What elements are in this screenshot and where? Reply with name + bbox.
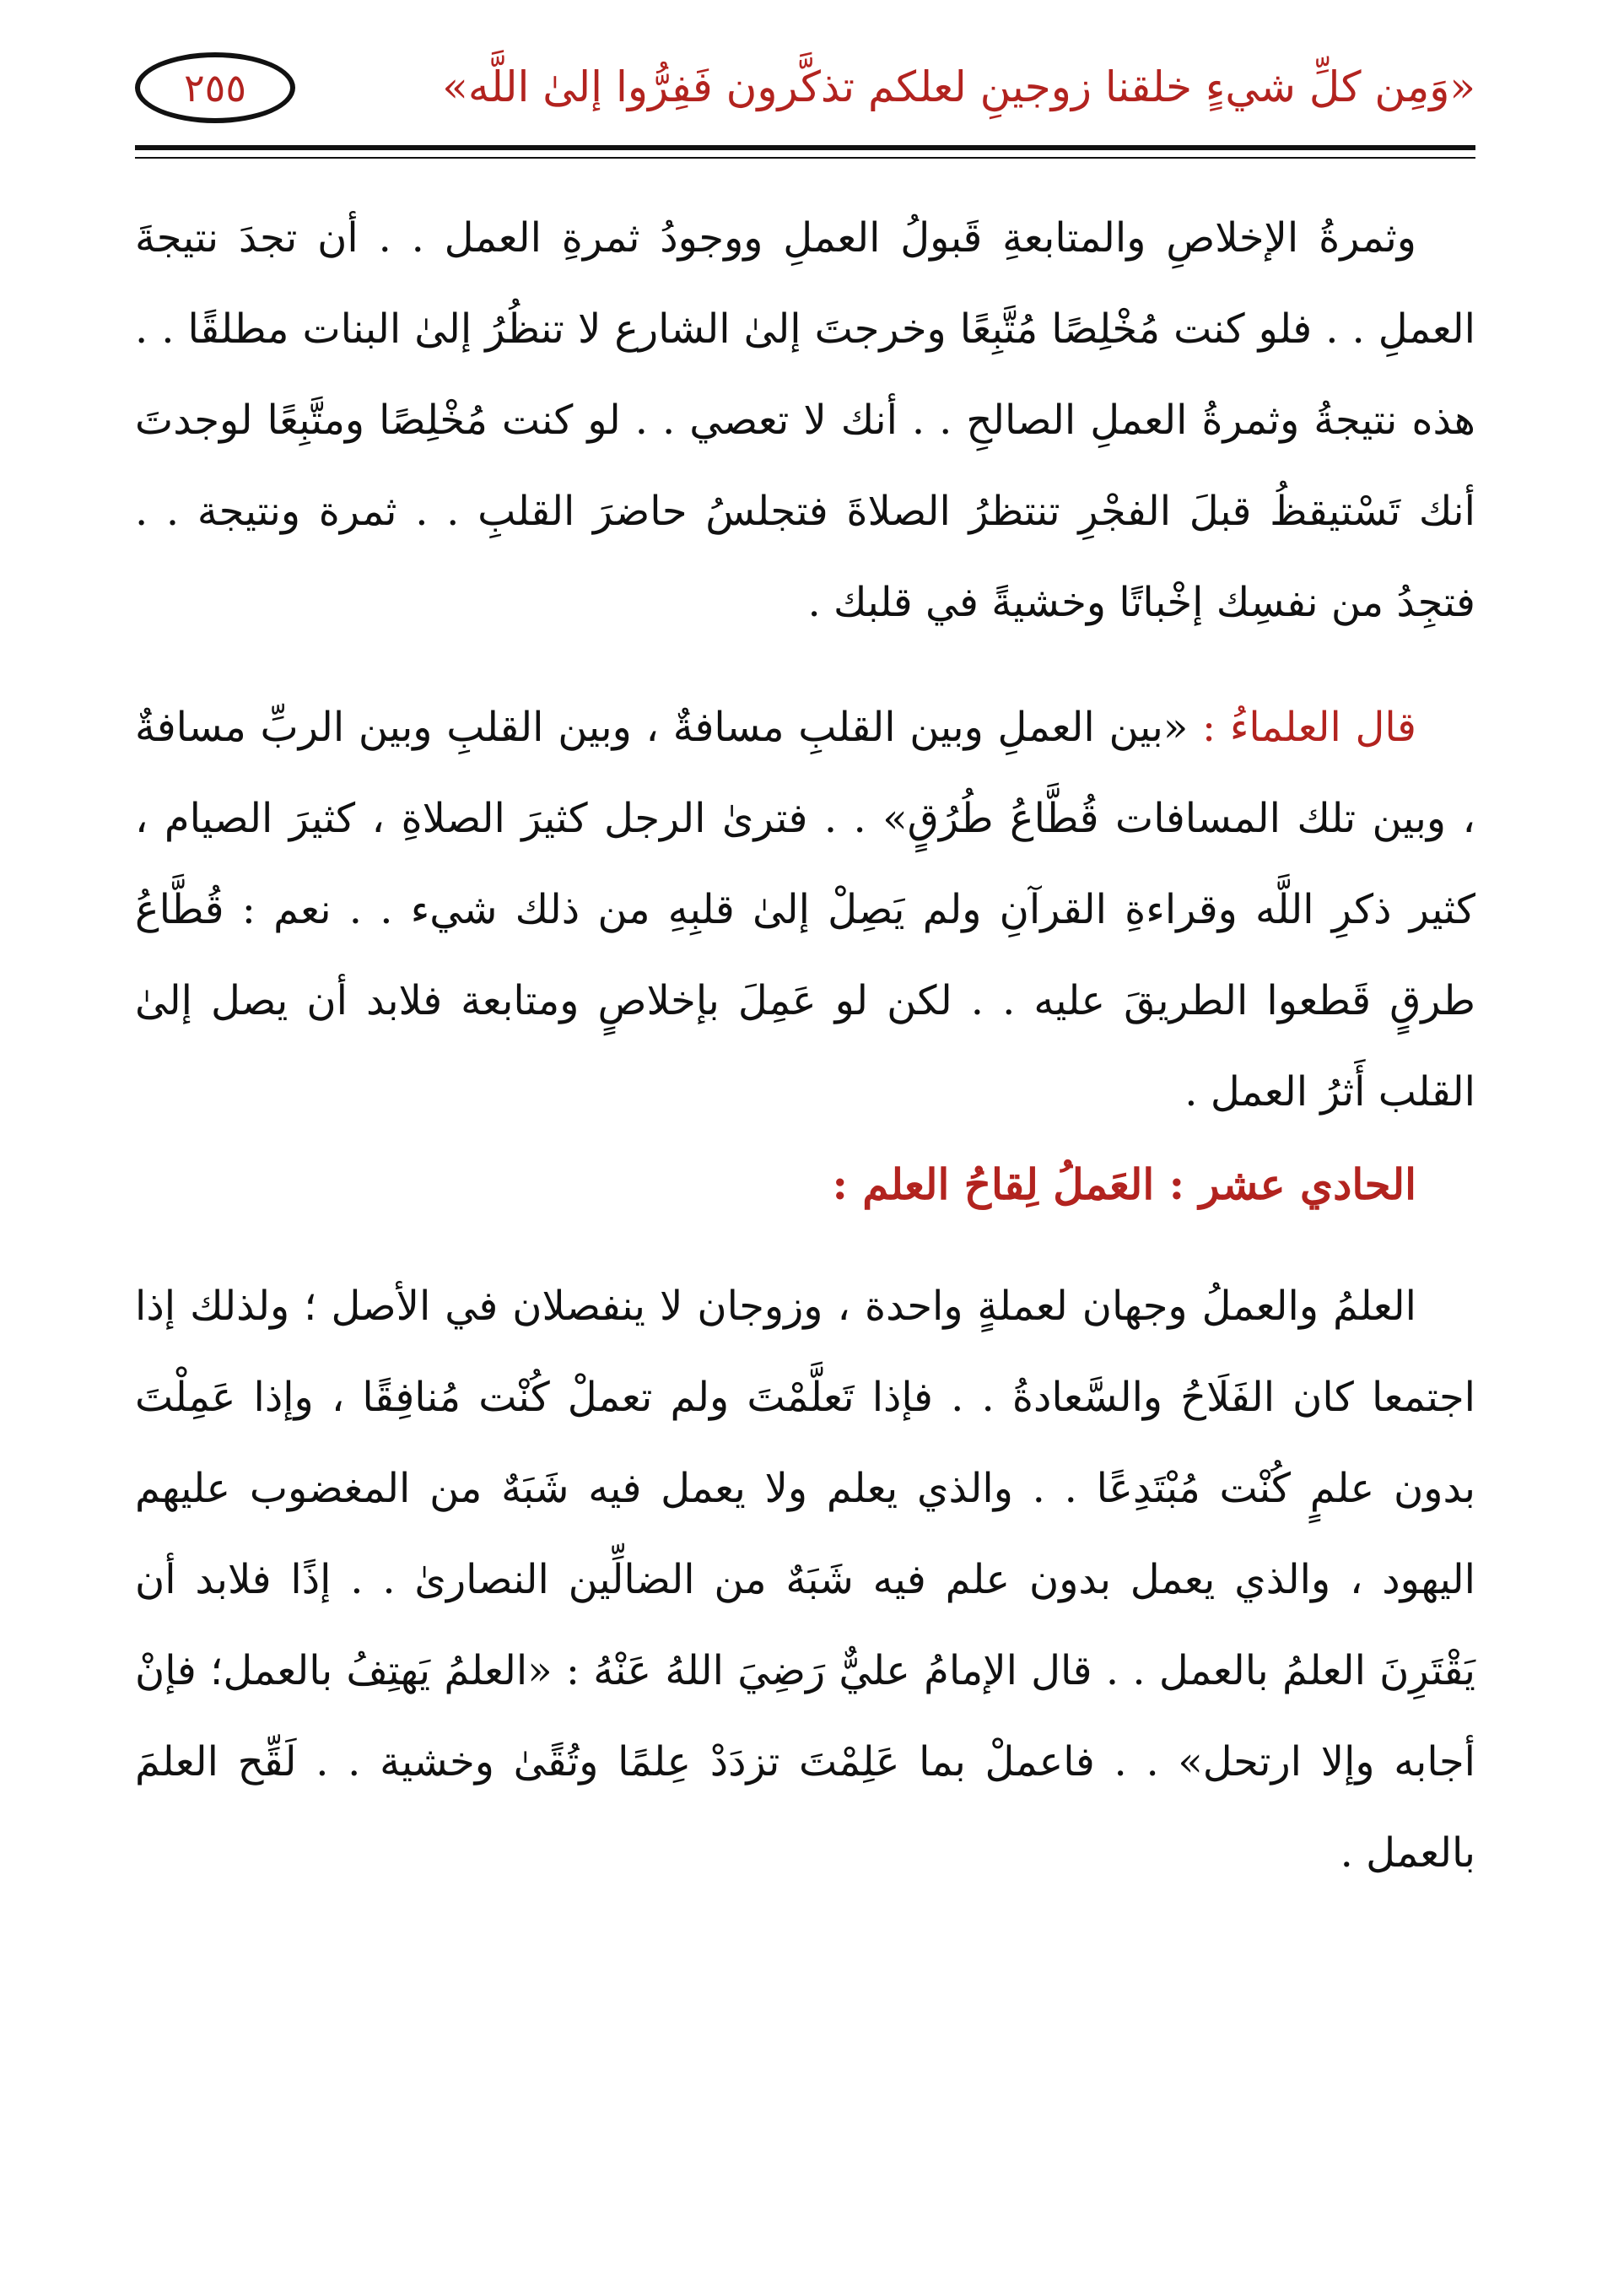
header-rule-thick xyxy=(135,145,1475,150)
section-heading: الحادي عشر : العَملُ لِقاحُ العلم : xyxy=(832,1159,1416,1209)
paragraph-2 xyxy=(135,682,1475,1137)
page-number: ٢٥٥ xyxy=(135,52,295,123)
paragraph-2-lead: قال العلماءُ : xyxy=(1201,704,1416,751)
page-header xyxy=(135,51,1475,143)
header-verse: «وَمِن كلِّ شيءٍ خلقنا زوجينِ لعلكم تذكَّرون فَفِرُّوا إلىٰ اللَّه» xyxy=(442,62,1475,111)
paragraph-1: وثمرةُ الإخلاصِ والمتابعةِ قَبولُ العملِ ووجودُ ثمرةِ العمل . . أن تجدَ نتيجةَ العملِ . . فلو كنت مُخْلِصًا مُتَّبِعًا وخرجتَ إلىٰ الشارع لا تنظُرُ إلىٰ البنات مطلقًا . . هذه نتيجةُ وثمرةُ العملِ الصالحِ . . أنك لا تعصي . . لو كنت مُخْلِصًا ومتَّبِعًا لوجدتَ أنك تَسْتيقظُ قبلَ الفجْرِ تنتظرُ الصلاةَ فتجلسُ حاضرَ القلبِ . . ثمرة ونتيجة . . فتجِدُ من نفسِك إخْباتًا وخشيةً في قلبك . xyxy=(135,214,1476,626)
paragraph-2-text: «بين العملِ وبين القلبِ مسافةٌ ، وبين القلبِ وبين الربِّ مسافةٌ ، وبين تلك المسافات قُطَّاعُ طُرُقٍ» . . فترىٰ الرجل كثيرَ الصلاةِ ، كثيرَ الصيام ، كثير ذكرِ اللَّه وقراءةِ القرآنِ ولم يَصِلْ إلىٰ قلبِهِ من ذلك شيء . . نعم : قُطَّاعُ طرقٍ قَطعوا الطريقَ عليه . . لكن لو عَمِلَ بإخلاصٍ ومتابعة فلابد أن يصل إلىٰ القلب أَثرُ العمل . xyxy=(135,704,1475,1116)
page-content xyxy=(135,192,1475,1899)
paragraph-3: العلمُ والعملُ وجهان لعملةٍ واحدة ، وزوجان لا ينفصلان في الأصل ؛ ولذلك إذا اجتمعا كان الفَلَاحُ والسَّعادةُ . . فإذا تَعلَّمْتَ ولم تعملْ كُنْت مُنافِقًا ، وإذا عَمِلْتَ بدون علمٍ كُنْت مُبْتَدِعًا . . والذي يعلم ولا يعمل فيه شَبَهٌ من المغضوب عليهم اليهود ، والذي يعمل بدون علم فيه شَبَهٌ من الضالِّين النصارىٰ . . إذًا فلابد أن يَقْتَرِنَ العلمُ بالعمل . . قال الإمامُ عليٌّ رَضِيَ اللهُ عَنْهُ : «العلمُ يَهتِفُ بالعمل؛ فإنْ أجابه وإلا ارتحل» . . فاعملْ بما عَلِمْتَ تزدَدْ عِلمًا وتُقًىٰ وخشية . . لَقِّح العلمَ بالعمل . xyxy=(135,1283,1476,1877)
header-rule-thin xyxy=(135,157,1475,159)
